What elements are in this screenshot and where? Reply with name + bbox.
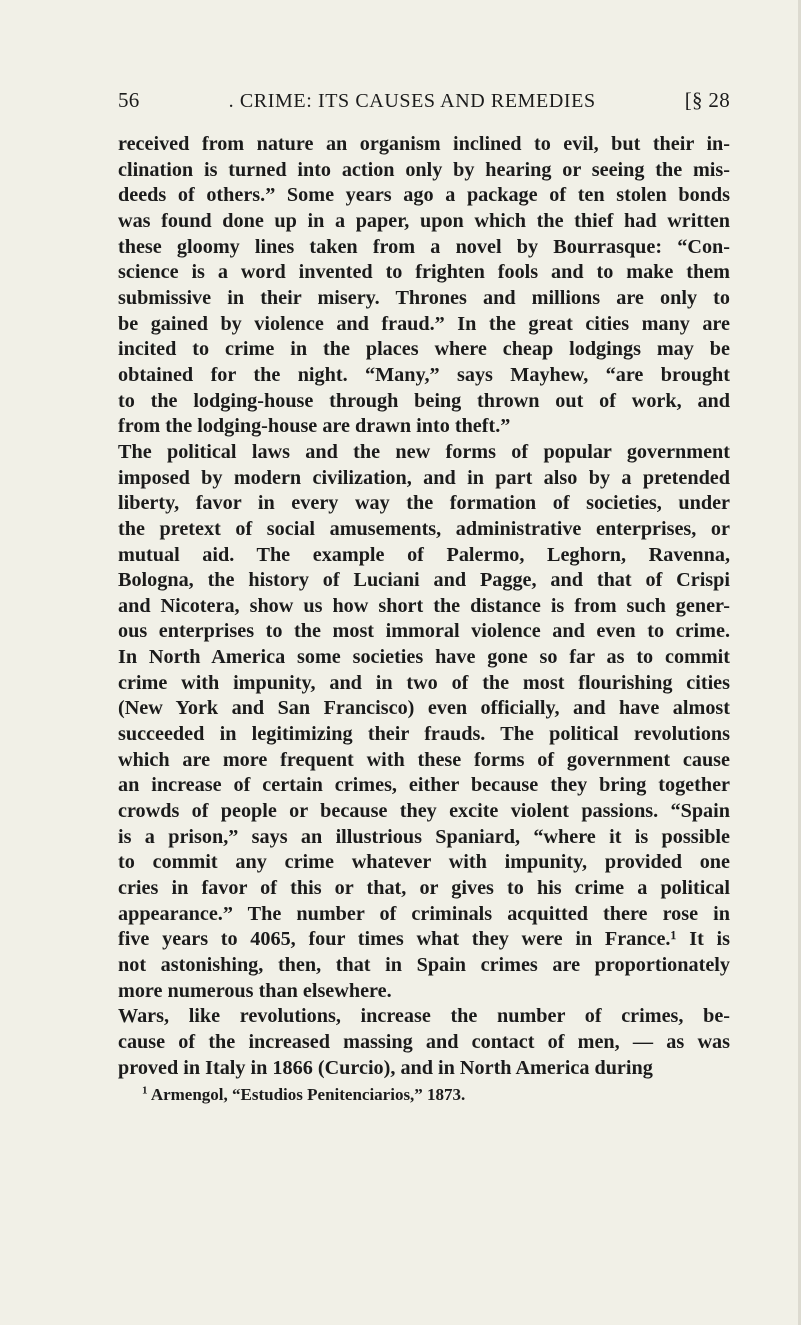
- footnote-marker: 1: [142, 1084, 148, 1097]
- text-line: Wars, like revolutions, increase the number of crimes, be-: [118, 1005, 730, 1028]
- text-line: an increase of certain crimes, either because they bring together: [118, 774, 730, 797]
- text-line: (New York and San Francisco) even officially, and have almost: [118, 697, 730, 720]
- text-line: and Nicotera, show us how short the distance is from such gener-: [118, 594, 730, 617]
- text-line: be gained by violence and fraud.” In the great cities many are: [118, 312, 730, 335]
- text-line: clination is turned into action only by hearing or seeing the mis-: [118, 158, 730, 181]
- text-line: from the lodging-house are drawn into theft.”: [118, 415, 511, 438]
- text-line: was found done up in a paper, upon which the thief had written: [118, 209, 730, 232]
- footnote: [118, 1085, 730, 1105]
- text-line: appearance.” The number of criminals acquitted there rose in: [118, 902, 730, 925]
- text-line: not astonishing, then, that in Spain crimes are proportionately: [118, 954, 730, 976]
- text-line: crime with impunity, and in two of the most flourishing cities: [118, 671, 730, 694]
- text-line: Bologna, the history of Luciani and Pagge, and that of Crispi: [118, 569, 730, 592]
- text-line: received from nature an organism inclined to evil, but their in-: [118, 133, 730, 155]
- running-title: . CRIME: ITS CAUSES AND REMEDIES: [228, 90, 596, 112]
- text-line: the pretext of social amusements, administrative enterprises, or: [118, 517, 730, 540]
- text-line: cause of the increased massing and contact of men, — as was: [118, 1030, 730, 1053]
- text-line: The political laws and the new forms of popular government: [118, 440, 730, 463]
- text-line: mutual aid. The example of Palermo, Leghorn, Ravenna,: [118, 543, 730, 566]
- page-number: 56: [118, 88, 140, 112]
- text-line: liberty, favor in every way the formation of societies, under: [118, 492, 730, 515]
- paragraph-1: [118, 132, 730, 440]
- text-line: five years to 4065, four times what they were in France.¹ It is: [118, 928, 730, 951]
- text-line: submissive in their misery. Thrones and millions are only to: [118, 286, 730, 309]
- text-line: to commit any crime whatever with impunity, provided one: [118, 851, 730, 874]
- paragraph-2: [118, 440, 730, 1004]
- text-line: more numerous than elsewhere.: [118, 979, 392, 1002]
- paragraph-3: [118, 1004, 730, 1081]
- text-line: succeeded in legitimizing their frauds. The political revolutions: [118, 723, 730, 746]
- section-marker: [§ 28: [684, 88, 730, 112]
- text-line: to the lodging-house through being thrown out of work, and: [118, 389, 730, 412]
- text-line: incited to crime in the places where cheap lodgings may be: [118, 338, 730, 361]
- text-line: science is a word invented to frighten fools and to make them: [118, 261, 730, 284]
- text-line: which are more frequent with these forms of government cause: [118, 748, 730, 771]
- text-line: imposed by modern civilization, and in part also by a pretended: [118, 466, 730, 489]
- text-line: these gloomy lines taken from a novel by Bourrasque: “Con-: [118, 235, 730, 258]
- body-text: [118, 132, 730, 1081]
- text-line: crowds of people or because they excite violent passions. “Spain: [118, 800, 730, 823]
- text-line: ous enterprises to the most immoral violence and even to crime.: [118, 620, 730, 643]
- text-line: In North America some societies have gone so far as to commit: [118, 646, 730, 669]
- text-line: proved in Italy in 1866 (Curcio), and in North America during: [118, 1056, 653, 1079]
- text-line: deeds of others.” Some years ago a package of ten stolen bonds: [118, 184, 730, 207]
- text-line: cries in favor of this or that, or gives to his crime a political: [118, 877, 730, 900]
- text-line: obtained for the night. “Many,” says Mayhew, “are brought: [118, 363, 730, 386]
- book-page: [118, 88, 730, 1105]
- running-header: [118, 88, 730, 122]
- footnote-text: Armengol, “Estudios Penitenciarios,” 1873.: [150, 1085, 466, 1105]
- text-line: is a prison,” says an illustrious Spaniard, “where it is possible: [118, 825, 730, 848]
